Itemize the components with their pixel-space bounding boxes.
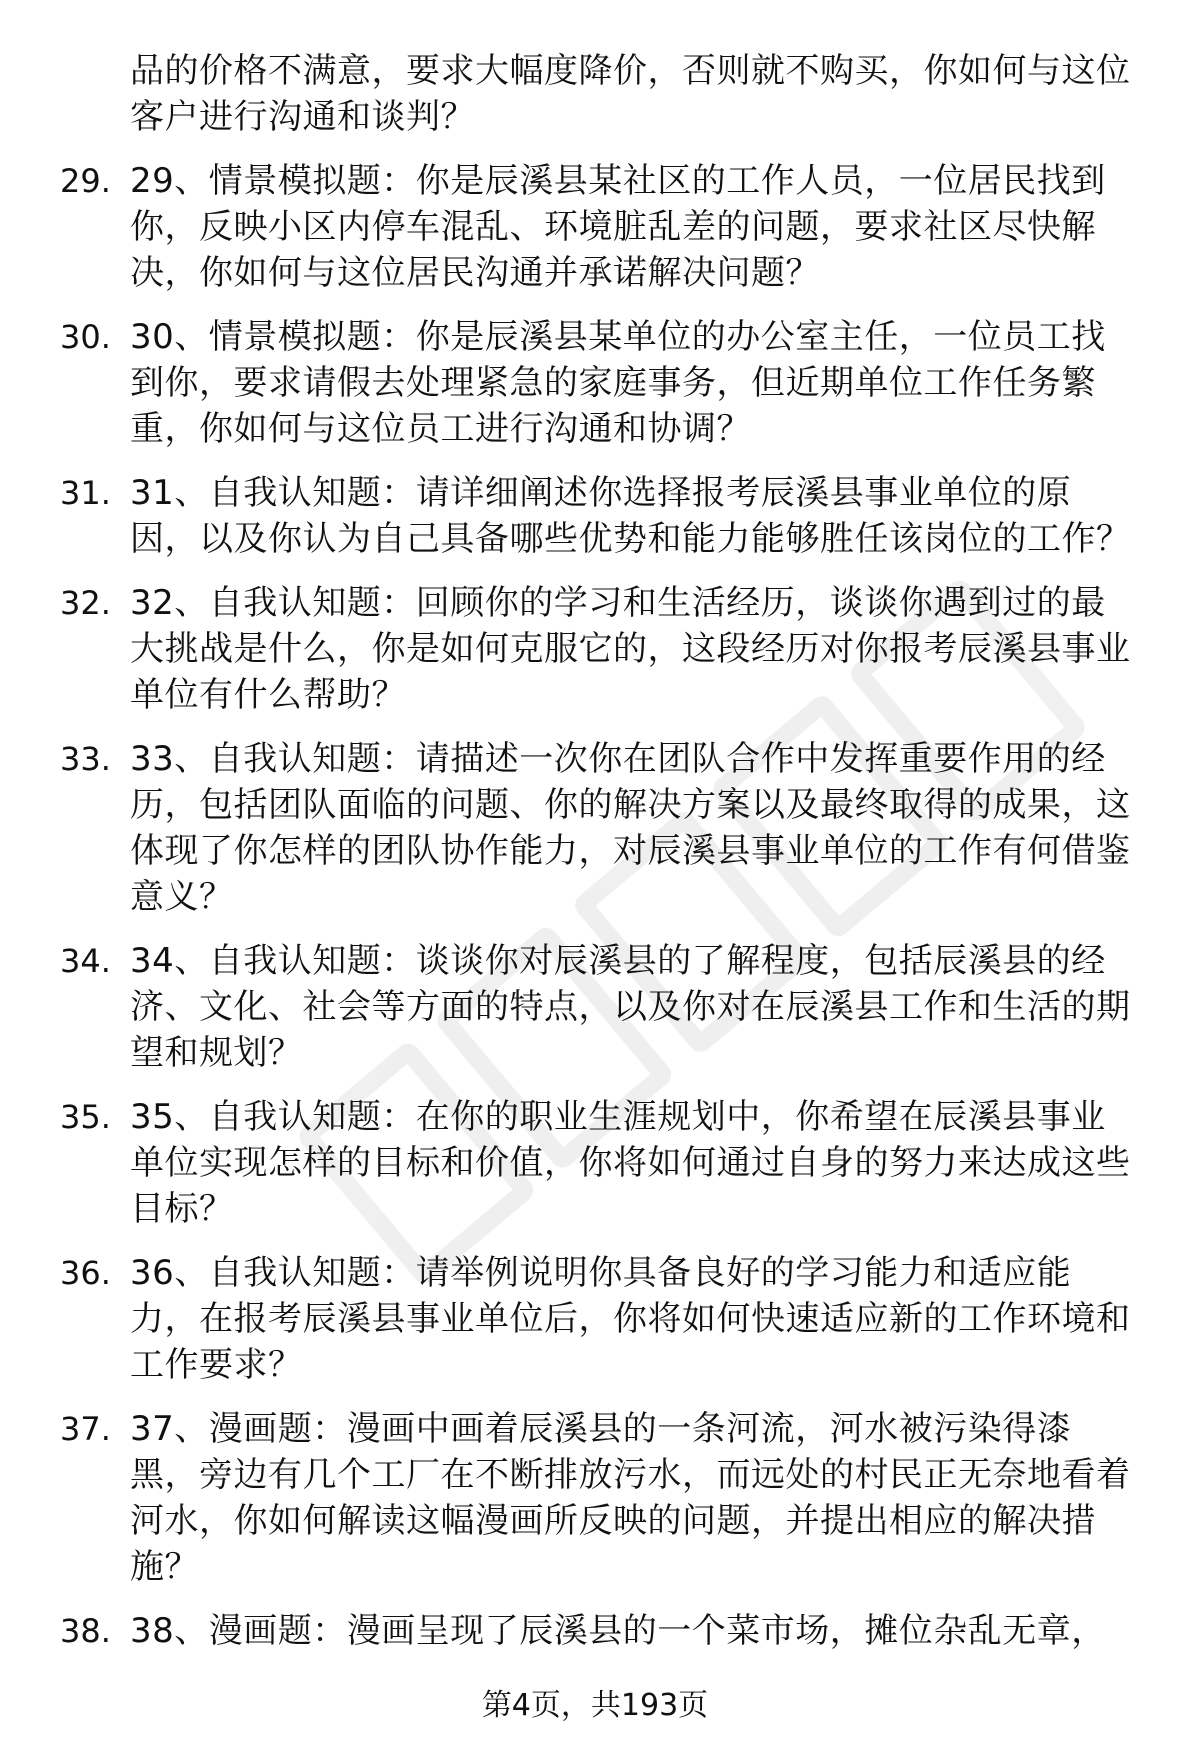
- list-item-text: 36、自我认知题：请举例说明你具备良好的学习能力和适应能力，在报考辰溪县事业单位后，你将如何快速适应新的工作环境和工作要求？: [130, 1253, 1131, 1385]
- list-item: [60, 158, 1140, 296]
- list-item-text: 30、情景模拟题：你是辰溪县某单位的办公室主任，一位员工找到你，要求请假去处理紧急的家庭事务，但近期单位工作任务繁重，你如何与这位员工进行沟通和协调？: [130, 317, 1106, 449]
- question-list: [60, 48, 1140, 1672]
- continued-question-text: 品的价格不满意，要求大幅度降价，否则就不购买，你如何与这位客户进行沟通和谈判？: [130, 51, 1131, 137]
- list-item-number: 38.: [60, 1612, 111, 1650]
- list-item-text: 38、漫画题：漫画呈现了辰溪县的一个菜市场，摊位杂乱无章，: [130, 1611, 1106, 1651]
- list-item-text: 37、漫画题：漫画中画着辰溪县的一条河流，河水被污染得漆黑，旁边有几个工厂在不断排放污水，而远处的村民正无奈地看着河水，你如何解读这幅漫画所反映的问题，并提出相应的解决措施？: [130, 1409, 1131, 1587]
- list-item-number: 35.: [60, 1098, 111, 1136]
- list-item-text: 34、自我认知题：谈谈你对辰溪县的了解程度，包括辰溪县的经济、文化、社会等方面的特点，以及你对在辰溪县工作和生活的期望和规划？: [130, 941, 1131, 1073]
- page-number-footer: 第4页，共193页: [481, 1688, 709, 1723]
- list-item: [60, 580, 1140, 718]
- list-item: [60, 1406, 1140, 1590]
- list-item-text: 31、自我认知题：请详细阐述你选择报考辰溪县事业单位的原因，以及你认为自己具备哪些优势和能力能够胜任该岗位的工作？: [130, 473, 1131, 559]
- list-item-number: 32.: [60, 584, 111, 622]
- list-item: [60, 736, 1140, 920]
- list-item-text: 33、自我认知题：请描述一次你在团队合作中发挥重要作用的经历，包括团队面临的问题、你的解决方案以及最终取得的成果，这体现了你怎样的团队协作能力，对辰溪县事业单位的工作有何借鉴意义？: [130, 739, 1131, 917]
- list-item: [60, 1608, 1140, 1654]
- list-item-number: 31.: [60, 474, 111, 512]
- list-item-number: 30.: [60, 318, 111, 356]
- list-item: [60, 938, 1140, 1076]
- list-item: [60, 314, 1140, 452]
- list-item-number: 29.: [60, 162, 111, 200]
- list-item: [60, 470, 1140, 562]
- list-item: [60, 1094, 1140, 1232]
- list-item-number: 34.: [60, 942, 111, 980]
- list-item-number: 36.: [60, 1254, 111, 1292]
- list-item-text: 35、自我认知题：在你的职业生涯规划中，你希望在辰溪县事业单位实现怎样的目标和价值，你将如何通过自身的努力来达成这些目标？: [130, 1097, 1131, 1229]
- list-item: [60, 1250, 1140, 1388]
- list-item-text: 29、情景模拟题：你是辰溪县某社区的工作人员，一位居民找到你，反映小区内停车混乱、环境脏乱差的问题，要求社区尽快解决，你如何与这位居民沟通并承诺解决问题？: [130, 161, 1106, 293]
- list-item-number: 33.: [60, 740, 111, 778]
- list-item-number: 37.: [60, 1410, 111, 1448]
- list-item-text: 32、自我认知题：回顾你的学习和生活经历，谈谈你遇到过的最大挑战是什么，你是如何克服它的，这段经历对你报考辰溪县事业单位有什么帮助？: [130, 583, 1131, 715]
